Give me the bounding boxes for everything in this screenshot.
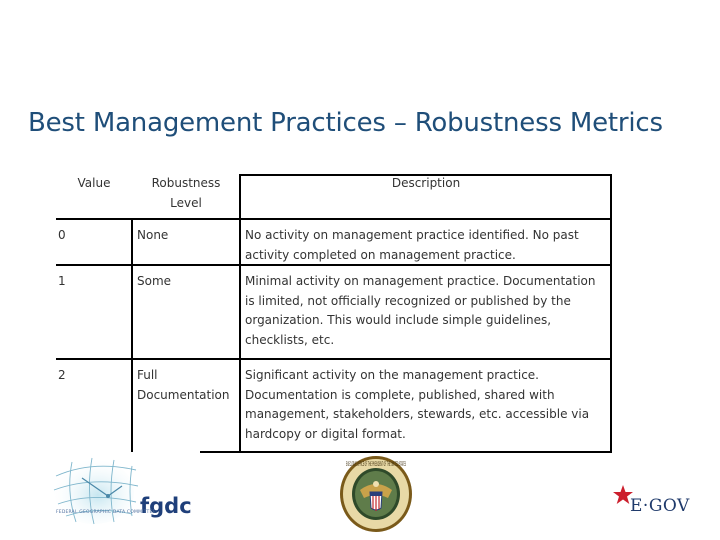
row-divider <box>56 264 612 266</box>
header-value: Value <box>77 176 111 190</box>
row-value: 1 <box>58 274 66 288</box>
header-top-border <box>240 174 612 176</box>
fgdc-wordmark: fgdc <box>140 494 192 518</box>
egov-logo <box>612 484 702 520</box>
egov-wordmark: E·GOV <box>630 496 690 516</box>
column-divider <box>239 174 241 452</box>
table-right-border <box>610 174 612 453</box>
header-robustness-level <box>132 174 240 213</box>
row-value: 2 <box>58 368 66 382</box>
row-description: No activity on management practice identified. No past activity completed on management practice. <box>245 228 579 262</box>
seal-text: EXECUTIVE OFFICE OF THE PRESIDENT OF THE UNITED STATES <box>346 461 407 468</box>
header-bottom-border <box>56 218 612 220</box>
row-description: Minimal activity on management practice. Documentation is limited, not officially recognized or published by the organization. This would include simple guidelines, checklists, etc. <box>245 274 596 347</box>
row-value: 0 <box>58 228 66 242</box>
slide-footer <box>0 452 720 540</box>
slide-title: Best Management Practices – Robustness Metrics <box>28 108 663 138</box>
presidential-seal <box>330 454 422 534</box>
header-robustness-line1: Robustness <box>151 176 221 190</box>
row-level: None <box>137 228 169 242</box>
row-divider <box>56 358 612 360</box>
header-robustness-line2: Level <box>170 195 202 210</box>
table-header-row <box>56 174 612 218</box>
fgdc-tagline: FEDERAL GEOGRAPHIC DATA COMMITTEE <box>56 510 156 515</box>
table-row <box>56 359 612 451</box>
table-row <box>56 219 612 264</box>
table-row <box>56 265 612 358</box>
header-description: Description <box>391 176 461 190</box>
column-divider <box>131 219 133 452</box>
row-level: Some <box>137 274 172 288</box>
row-description: Significant activity on the management practice. Documentation is complete, published, shared with management, stakeholders, stewards, etc. accessible via hardcopy or digital format. <box>245 368 590 441</box>
row-level: Full Documentation <box>137 368 230 402</box>
fgdc-logo <box>52 456 202 530</box>
